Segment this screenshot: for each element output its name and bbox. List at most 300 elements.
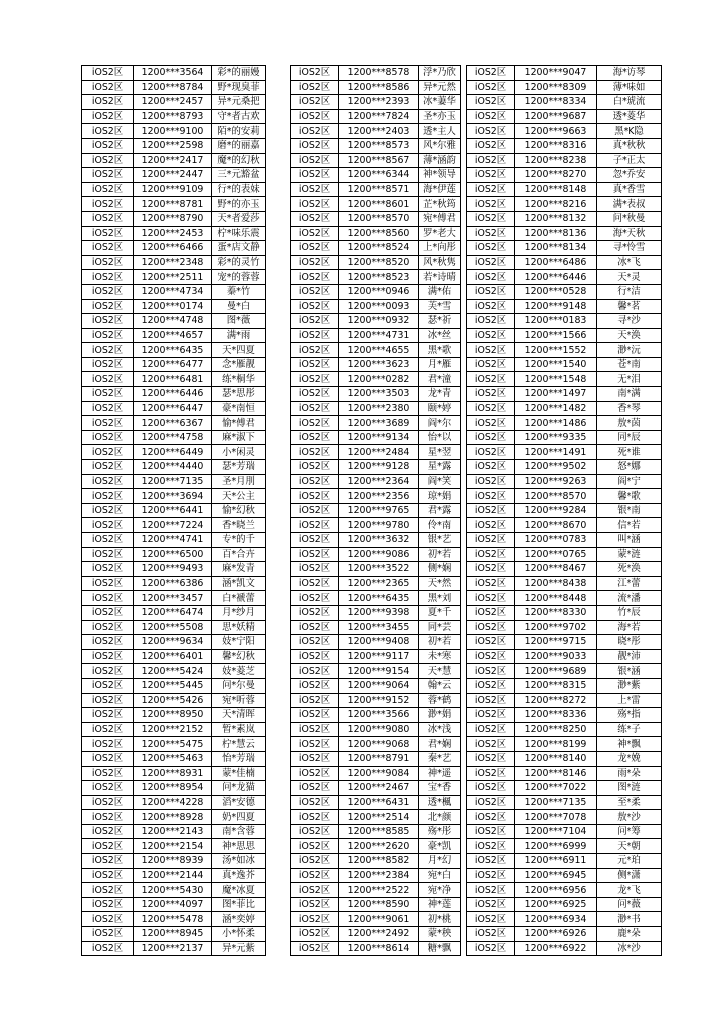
account-cell: 1200***8250 [515,722,597,737]
table-row [467,533,662,548]
account-cell: 1200***6926 [515,927,597,942]
nickname-cell: 神*飘 [597,737,662,752]
nickname-cell: 晓*彤 [597,635,662,650]
nickname-cell: 无*泪 [597,372,662,387]
nickname-cell: 满*雨 [212,328,266,343]
region-cell: iOS2区 [291,605,339,620]
nickname-cell: 神*领导 [419,168,461,183]
nickname-cell: 透*菱华 [597,109,662,124]
region-cell: iOS2区 [291,197,339,212]
nickname-cell: 瑟*思彤 [212,387,266,402]
account-cell: 1200***1497 [515,387,597,402]
region-cell: iOS2区 [291,299,339,314]
table-row [82,66,266,81]
table-row [82,138,266,153]
table-row [467,737,662,752]
nickname-cell: 芷*秋筠 [419,197,461,212]
nickname-cell: 真*逸芥 [212,868,266,883]
table-row [82,80,266,95]
region-cell: iOS2区 [467,95,515,110]
region-cell: iOS2区 [291,460,339,475]
account-cell: 1200***4655 [339,343,419,358]
region-cell: iOS2区 [467,387,515,402]
winner-table-1 [81,65,266,956]
region-cell: iOS2区 [82,299,134,314]
winner-table-2 [290,65,461,956]
table-row [467,153,662,168]
account-cell: 1200***4228 [134,795,212,810]
account-cell: 1200***0946 [339,284,419,299]
region-cell: iOS2区 [291,708,339,723]
nickname-cell: 真*香雪 [597,182,662,197]
nickname-cell: 冰*飞 [597,255,662,270]
account-cell: 1200***2492 [339,927,419,942]
region-cell: iOS2区 [82,824,134,839]
region-cell: iOS2区 [82,328,134,343]
region-cell: iOS2区 [291,810,339,825]
account-cell: 1200***8315 [515,678,597,693]
region-cell: iOS2区 [467,474,515,489]
table-row [291,372,461,387]
nickname-cell: 图*涟 [597,781,662,796]
table-row [291,941,461,956]
account-cell: 1200***9408 [339,635,419,650]
region-cell: iOS2区 [82,854,134,869]
account-cell: 1200***1548 [515,372,597,387]
nickname-cell: 月*雁 [419,357,461,372]
table-row [82,547,266,562]
table-row [291,781,461,796]
table-row [82,562,266,577]
account-cell: 1200***6446 [515,270,597,285]
region-cell: iOS2区 [291,620,339,635]
table-row [291,927,461,942]
table-row [82,664,266,679]
region-cell: iOS2区 [291,66,339,81]
region-cell: iOS2区 [291,124,339,139]
account-cell: 1200***7224 [134,518,212,533]
table-row [467,664,662,679]
table-row [467,518,662,533]
region-cell: iOS2区 [467,693,515,708]
nickname-cell: 图*薇 [212,314,266,329]
table-row [82,314,266,329]
table-row [467,197,662,212]
account-cell: 1200***9128 [339,460,419,475]
account-cell: 1200***9263 [515,474,597,489]
region-cell: iOS2区 [467,518,515,533]
nickname-cell: 伶*南 [419,518,461,533]
table-row [82,605,266,620]
account-cell: 1200***5426 [134,693,212,708]
account-cell: 1200***4731 [339,328,419,343]
table-row [82,927,266,942]
region-cell: iOS2区 [467,66,515,81]
account-cell: 1200***8586 [339,80,419,95]
nickname-cell: 神*遥 [419,766,461,781]
region-cell: iOS2区 [467,489,515,504]
account-cell: 1200***6911 [515,854,597,869]
region-cell: iOS2区 [291,927,339,942]
table-row [82,795,266,810]
nickname-cell: 瑟*祈 [419,314,461,329]
region-cell: iOS2区 [291,343,339,358]
region-cell: iOS2区 [82,751,134,766]
account-cell: 1200***9100 [134,124,212,139]
table-row [467,328,662,343]
region-cell: iOS2区 [82,153,134,168]
account-cell: 1200***2380 [339,401,419,416]
table-row [291,66,461,81]
region-cell: iOS2区 [467,620,515,635]
nickname-cell: 香*晓兰 [212,518,266,533]
region-cell: iOS2区 [467,897,515,912]
region-cell: iOS2区 [467,270,515,285]
region-cell: iOS2区 [467,912,515,927]
account-cell: 1200***8781 [134,197,212,212]
account-cell: 1200***7135 [515,795,597,810]
account-cell: 1200***6367 [134,416,212,431]
region-cell: iOS2区 [82,547,134,562]
region-cell: iOS2区 [467,357,515,372]
account-cell: 1200***8950 [134,708,212,723]
account-cell: 1200***7135 [134,474,212,489]
account-cell: 1200***9335 [515,430,597,445]
table-row [291,649,461,664]
table-row [291,664,461,679]
table-row [82,766,266,781]
table-row [291,839,461,854]
account-cell: 1200***6447 [134,401,212,416]
nickname-cell: 蓁*竹 [212,284,266,299]
nickname-cell: 龙*青 [419,387,461,402]
nickname-cell: 颐*婷 [419,401,461,416]
region-cell: iOS2区 [82,489,134,504]
nickname-cell: 问*秋曼 [597,211,662,226]
nickname-cell: 涵*奕婷 [212,912,266,927]
nickname-cell: 野*的亦玉 [212,197,266,212]
nickname-cell: 若*诗晴 [419,270,461,285]
table-row [82,168,266,183]
nickname-cell: 鹿*朵 [597,927,662,942]
nickname-cell: 魔*冰夏 [212,883,266,898]
region-cell: iOS2区 [82,314,134,329]
table-row [291,854,461,869]
nickname-cell: 宠*的蓉蓉 [212,270,266,285]
region-cell: iOS2区 [467,649,515,664]
account-cell: 1200***6435 [134,343,212,358]
nickname-cell: 海*伊莲 [419,182,461,197]
region-cell: iOS2区 [467,460,515,475]
nickname-cell: 叫*涵 [597,533,662,548]
region-cell: iOS2区 [467,343,515,358]
account-cell: 1200***6934 [515,912,597,927]
table-row [82,620,266,635]
account-cell: 1200***6344 [339,168,419,183]
nickname-cell: 信*若 [597,518,662,533]
table-row [467,883,662,898]
nickname-cell: 琼*娟 [419,489,461,504]
nickname-cell: 君*露 [419,503,461,518]
region-cell: iOS2区 [82,416,134,431]
nickname-cell: 秦*艺 [419,751,461,766]
table-row [82,387,266,402]
nickname-cell: 侧*潇 [597,868,662,883]
table-row [82,430,266,445]
table-row [467,854,662,869]
account-cell: 1200***5430 [134,883,212,898]
region-cell: iOS2区 [82,927,134,942]
account-cell: 1200***9765 [339,503,419,518]
region-cell: iOS2区 [467,124,515,139]
table-row [467,299,662,314]
account-cell: 1200***5445 [134,678,212,693]
nickname-cell: 三*元豁盆 [212,168,266,183]
account-cell: 1200***8467 [515,562,597,577]
nickname-cell: 汤*如冰 [212,854,266,869]
table-row [82,751,266,766]
nickname-cell: 海*访琴 [597,66,662,81]
account-cell: 1200***5475 [134,737,212,752]
nickname-cell: 冰*浅 [419,722,461,737]
table-row [291,576,461,591]
account-cell: 1200***4748 [134,314,212,329]
nickname-cell: 妓*宁阳 [212,635,266,650]
nickname-cell: 星*翌 [419,445,461,460]
account-cell: 1200***2384 [339,868,419,883]
account-cell: 1200***4741 [134,533,212,548]
table-row [467,824,662,839]
account-cell: 1200***8570 [339,211,419,226]
nickname-cell: 初*若 [419,635,461,650]
nickname-cell: 天*涣 [597,328,662,343]
account-cell: 1200***8523 [339,270,419,285]
nickname-cell: 敖*沙 [597,810,662,825]
table-row [467,460,662,475]
account-cell: 1200***9154 [339,664,419,679]
table-row [467,795,662,810]
table-row [82,270,266,285]
table-row [82,255,266,270]
nickname-cell: 魔*的幻秋 [212,153,266,168]
table-row [467,474,662,489]
table-row [82,109,266,124]
table-row [291,460,461,475]
table-row [291,211,461,226]
table-row [467,562,662,577]
table-row [467,489,662,504]
table-row [467,416,662,431]
account-cell: 1200***2365 [339,576,419,591]
account-cell: 1200***8578 [339,66,419,81]
region-cell: iOS2区 [291,80,339,95]
nickname-cell: 宛*净 [419,883,461,898]
region-cell: iOS2区 [467,722,515,737]
account-cell: 1200***7078 [515,810,597,825]
account-cell: 1200***9780 [339,518,419,533]
table-row [82,197,266,212]
table-row [467,722,662,737]
account-cell: 1200***2154 [134,839,212,854]
nickname-cell: 天*朝 [597,839,662,854]
region-cell: iOS2区 [467,401,515,416]
table-row [467,168,662,183]
account-cell: 1200***8601 [339,197,419,212]
nickname-cell: 宝*香 [419,781,461,796]
nickname-cell: 同*辰 [597,430,662,445]
region-cell: iOS2区 [467,182,515,197]
table-row [291,153,461,168]
nickname-cell: 馨*歌 [597,489,662,504]
table-row [82,737,266,752]
nickname-cell: 馨*茗 [597,299,662,314]
nickname-cell: 黑*刘 [419,591,461,606]
region-cell: iOS2区 [467,197,515,212]
account-cell: 1200***8784 [134,80,212,95]
nickname-cell: 天*灵 [597,270,662,285]
table-row [82,460,266,475]
nickname-cell: 上*雷 [597,693,662,708]
nickname-cell: 蒙*涟 [597,547,662,562]
nickname-cell: 侧*娴 [419,562,461,577]
table-row [467,547,662,562]
table-row [467,708,662,723]
table-row [82,810,266,825]
nickname-cell: 香*琴 [597,401,662,416]
account-cell: 1200***2348 [134,255,212,270]
nickname-cell: 异*元紫 [212,941,266,956]
table-row [467,138,662,153]
nickname-cell: 芙*雪 [419,299,461,314]
region-cell: iOS2区 [291,649,339,664]
account-cell: 1200***8199 [515,737,597,752]
table-row [291,722,461,737]
region-cell: iOS2区 [82,460,134,475]
account-cell: 1200***8585 [339,824,419,839]
table-row [82,708,266,723]
nickname-cell: 上*向彤 [419,241,461,256]
region-cell: iOS2区 [82,357,134,372]
table-row [291,124,461,139]
nickname-cell: 行*洁 [597,284,662,299]
region-cell: iOS2区 [467,839,515,854]
table-row [291,620,461,635]
nickname-cell: 月*纱月 [212,605,266,620]
table-row [82,839,266,854]
account-cell: 1200***9148 [515,299,597,314]
nickname-cell: 问*筹 [597,824,662,839]
table-row [467,255,662,270]
table-row [467,620,662,635]
region-cell: iOS2区 [467,737,515,752]
table-row [82,124,266,139]
nickname-cell: 黑*歌 [419,343,461,358]
account-cell: 1200***3689 [339,416,419,431]
account-cell: 1200***2137 [134,941,212,956]
nickname-cell: 星*露 [419,460,461,475]
account-cell: 1200***2598 [134,138,212,153]
nickname-cell: 满*表叔 [597,197,662,212]
table-row [82,533,266,548]
table-row [467,445,662,460]
account-cell: 1200***9398 [339,605,419,620]
nickname-cell: 银*艺 [419,533,461,548]
table-row [82,868,266,883]
account-cell: 1200***4734 [134,284,212,299]
region-cell: iOS2区 [291,591,339,606]
account-cell: 1200***8334 [515,95,597,110]
region-cell: iOS2区 [467,883,515,898]
table-row [291,562,461,577]
nickname-cell: 寻*怜雪 [597,241,662,256]
nickname-cell: 磨*的丽嘉 [212,138,266,153]
account-cell: 1200***2484 [339,445,419,460]
account-cell: 1200***2393 [339,95,419,110]
table-row [467,766,662,781]
nickname-cell: 专*的千 [212,533,266,548]
account-cell: 1200***9068 [339,737,419,752]
account-cell: 1200***2356 [339,489,419,504]
nickname-cell: 守*者古欢 [212,109,266,124]
nickname-cell: 风*尔雅 [419,138,461,153]
nickname-cell: 翰*云 [419,678,461,693]
region-cell: iOS2区 [291,693,339,708]
account-cell: 1200***0093 [339,299,419,314]
account-cell: 1200***2514 [339,810,419,825]
account-cell: 1200***8216 [515,197,597,212]
nickname-cell: 寻*沙 [597,314,662,329]
table-row [291,912,461,927]
region-cell: iOS2区 [291,824,339,839]
nickname-cell: 奶*四夏 [212,810,266,825]
account-cell: 1200***8520 [339,255,419,270]
table-row [467,95,662,110]
table-row [467,897,662,912]
account-cell: 1200***0783 [515,533,597,548]
account-cell: 1200***8614 [339,941,419,956]
account-cell: 1200***2511 [134,270,212,285]
account-cell: 1200***9134 [339,430,419,445]
nickname-cell: 冰*丝 [419,328,461,343]
account-cell: 1200***8790 [134,211,212,226]
table-row [82,241,266,256]
table-row [82,474,266,489]
region-cell: iOS2区 [467,562,515,577]
region-cell: iOS2区 [467,138,515,153]
table-row [291,80,461,95]
nickname-cell: 问*尔曼 [212,678,266,693]
nickname-cell: 思*妖精 [212,620,266,635]
region-cell: iOS2区 [82,387,134,402]
table-row [82,518,266,533]
account-cell: 1200***0282 [339,372,419,387]
region-cell: iOS2区 [291,211,339,226]
region-cell: iOS2区 [291,854,339,869]
table-row [467,635,662,650]
nickname-cell: 渺*沅 [597,343,662,358]
table-row [291,897,461,912]
table-row [291,182,461,197]
region-cell: iOS2区 [467,854,515,869]
region-cell: iOS2区 [82,766,134,781]
nickname-cell: 竹*辰 [597,605,662,620]
nickname-cell: 怡*以 [419,430,461,445]
nickname-cell: 小*怀柔 [212,927,266,942]
table-row [82,153,266,168]
nickname-cell: 苍*南 [597,357,662,372]
region-cell: iOS2区 [82,211,134,226]
account-cell: 1200***2620 [339,839,419,854]
